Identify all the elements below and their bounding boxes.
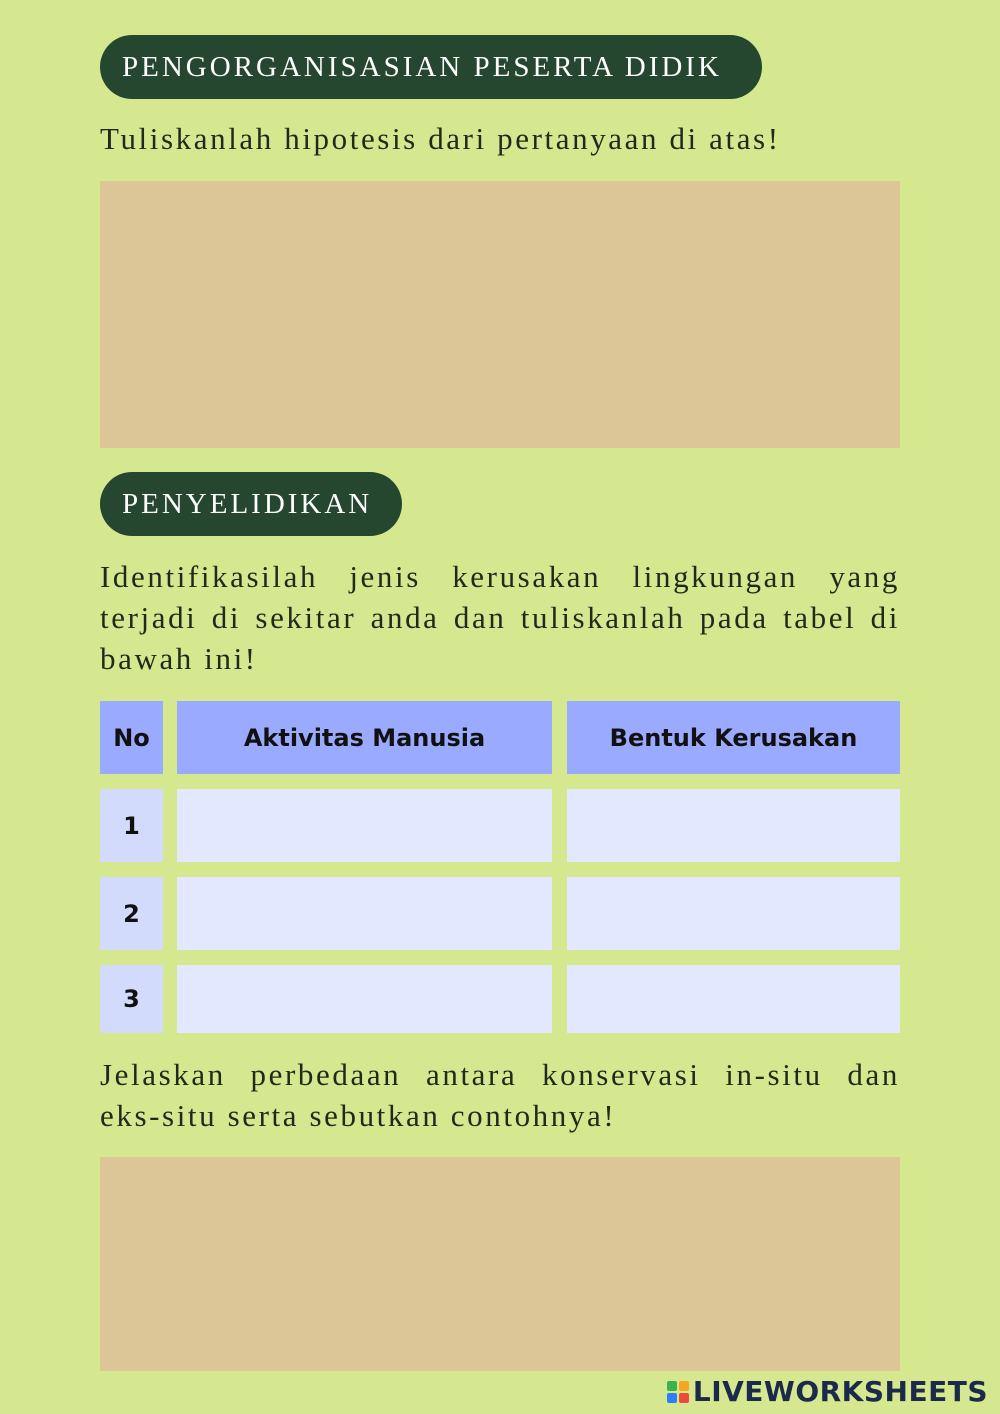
logo-square-blue: [667, 1393, 677, 1403]
table-header-no: No: [100, 701, 163, 774]
kerusakan-input-3[interactable]: [567, 965, 900, 1033]
konservasi-prompt-line-1: Jelaskan perbedaan antara konservasi in-situ dan: [100, 1057, 900, 1092]
hipotesis-answer-box[interactable]: [100, 181, 900, 448]
hipotesis-prompt: Tuliskanlah hipotesis dari pertanyaan di atas!: [100, 121, 781, 156]
table-row-number: 1: [100, 789, 163, 862]
table-header-kerusakan: Bentuk Kerusakan: [567, 701, 900, 774]
identifikasi-prompt-line-3: bawah ini!: [100, 641, 258, 676]
logo-square-orange: [679, 1381, 689, 1391]
konservasi-prompt: [100, 1054, 900, 1136]
liveworksheets-logo-text: LIVEWORKSHEETS: [692, 1375, 988, 1408]
identifikasi-prompt-line-1: Identifikasilah jenis kerusakan lingkungan yang: [100, 559, 900, 594]
aktivitas-input-2[interactable]: [177, 877, 552, 950]
konservasi-prompt-line-2: eks-situ serta sebutkan contohnya!: [100, 1098, 617, 1133]
identifikasi-prompt-line-2: terjadi di sekitar anda dan tuliskanlah pada tabel di: [100, 600, 900, 635]
aktivitas-input-3[interactable]: [177, 965, 552, 1033]
konservasi-answer-box[interactable]: [100, 1157, 900, 1371]
identifikasi-prompt: [100, 556, 900, 679]
liveworksheets-logo: [667, 1375, 988, 1408]
kerusakan-input-2[interactable]: [567, 877, 900, 950]
logo-square-green: [667, 1381, 677, 1391]
table-row-number: 2: [100, 877, 163, 950]
table-row-number: 3: [100, 965, 163, 1033]
kerusakan-input-1[interactable]: [567, 789, 900, 862]
table-header-aktivitas: Aktivitas Manusia: [177, 701, 552, 774]
aktivitas-input-1[interactable]: [177, 789, 552, 862]
section-title-organisasi: PENGORGANISASIAN PESERTA DIDIK: [100, 35, 762, 99]
logo-square-red: [679, 1393, 689, 1403]
section-title-penyelidikan: PENYELIDIKAN: [100, 472, 402, 536]
liveworksheets-logo-icon: [667, 1381, 689, 1403]
